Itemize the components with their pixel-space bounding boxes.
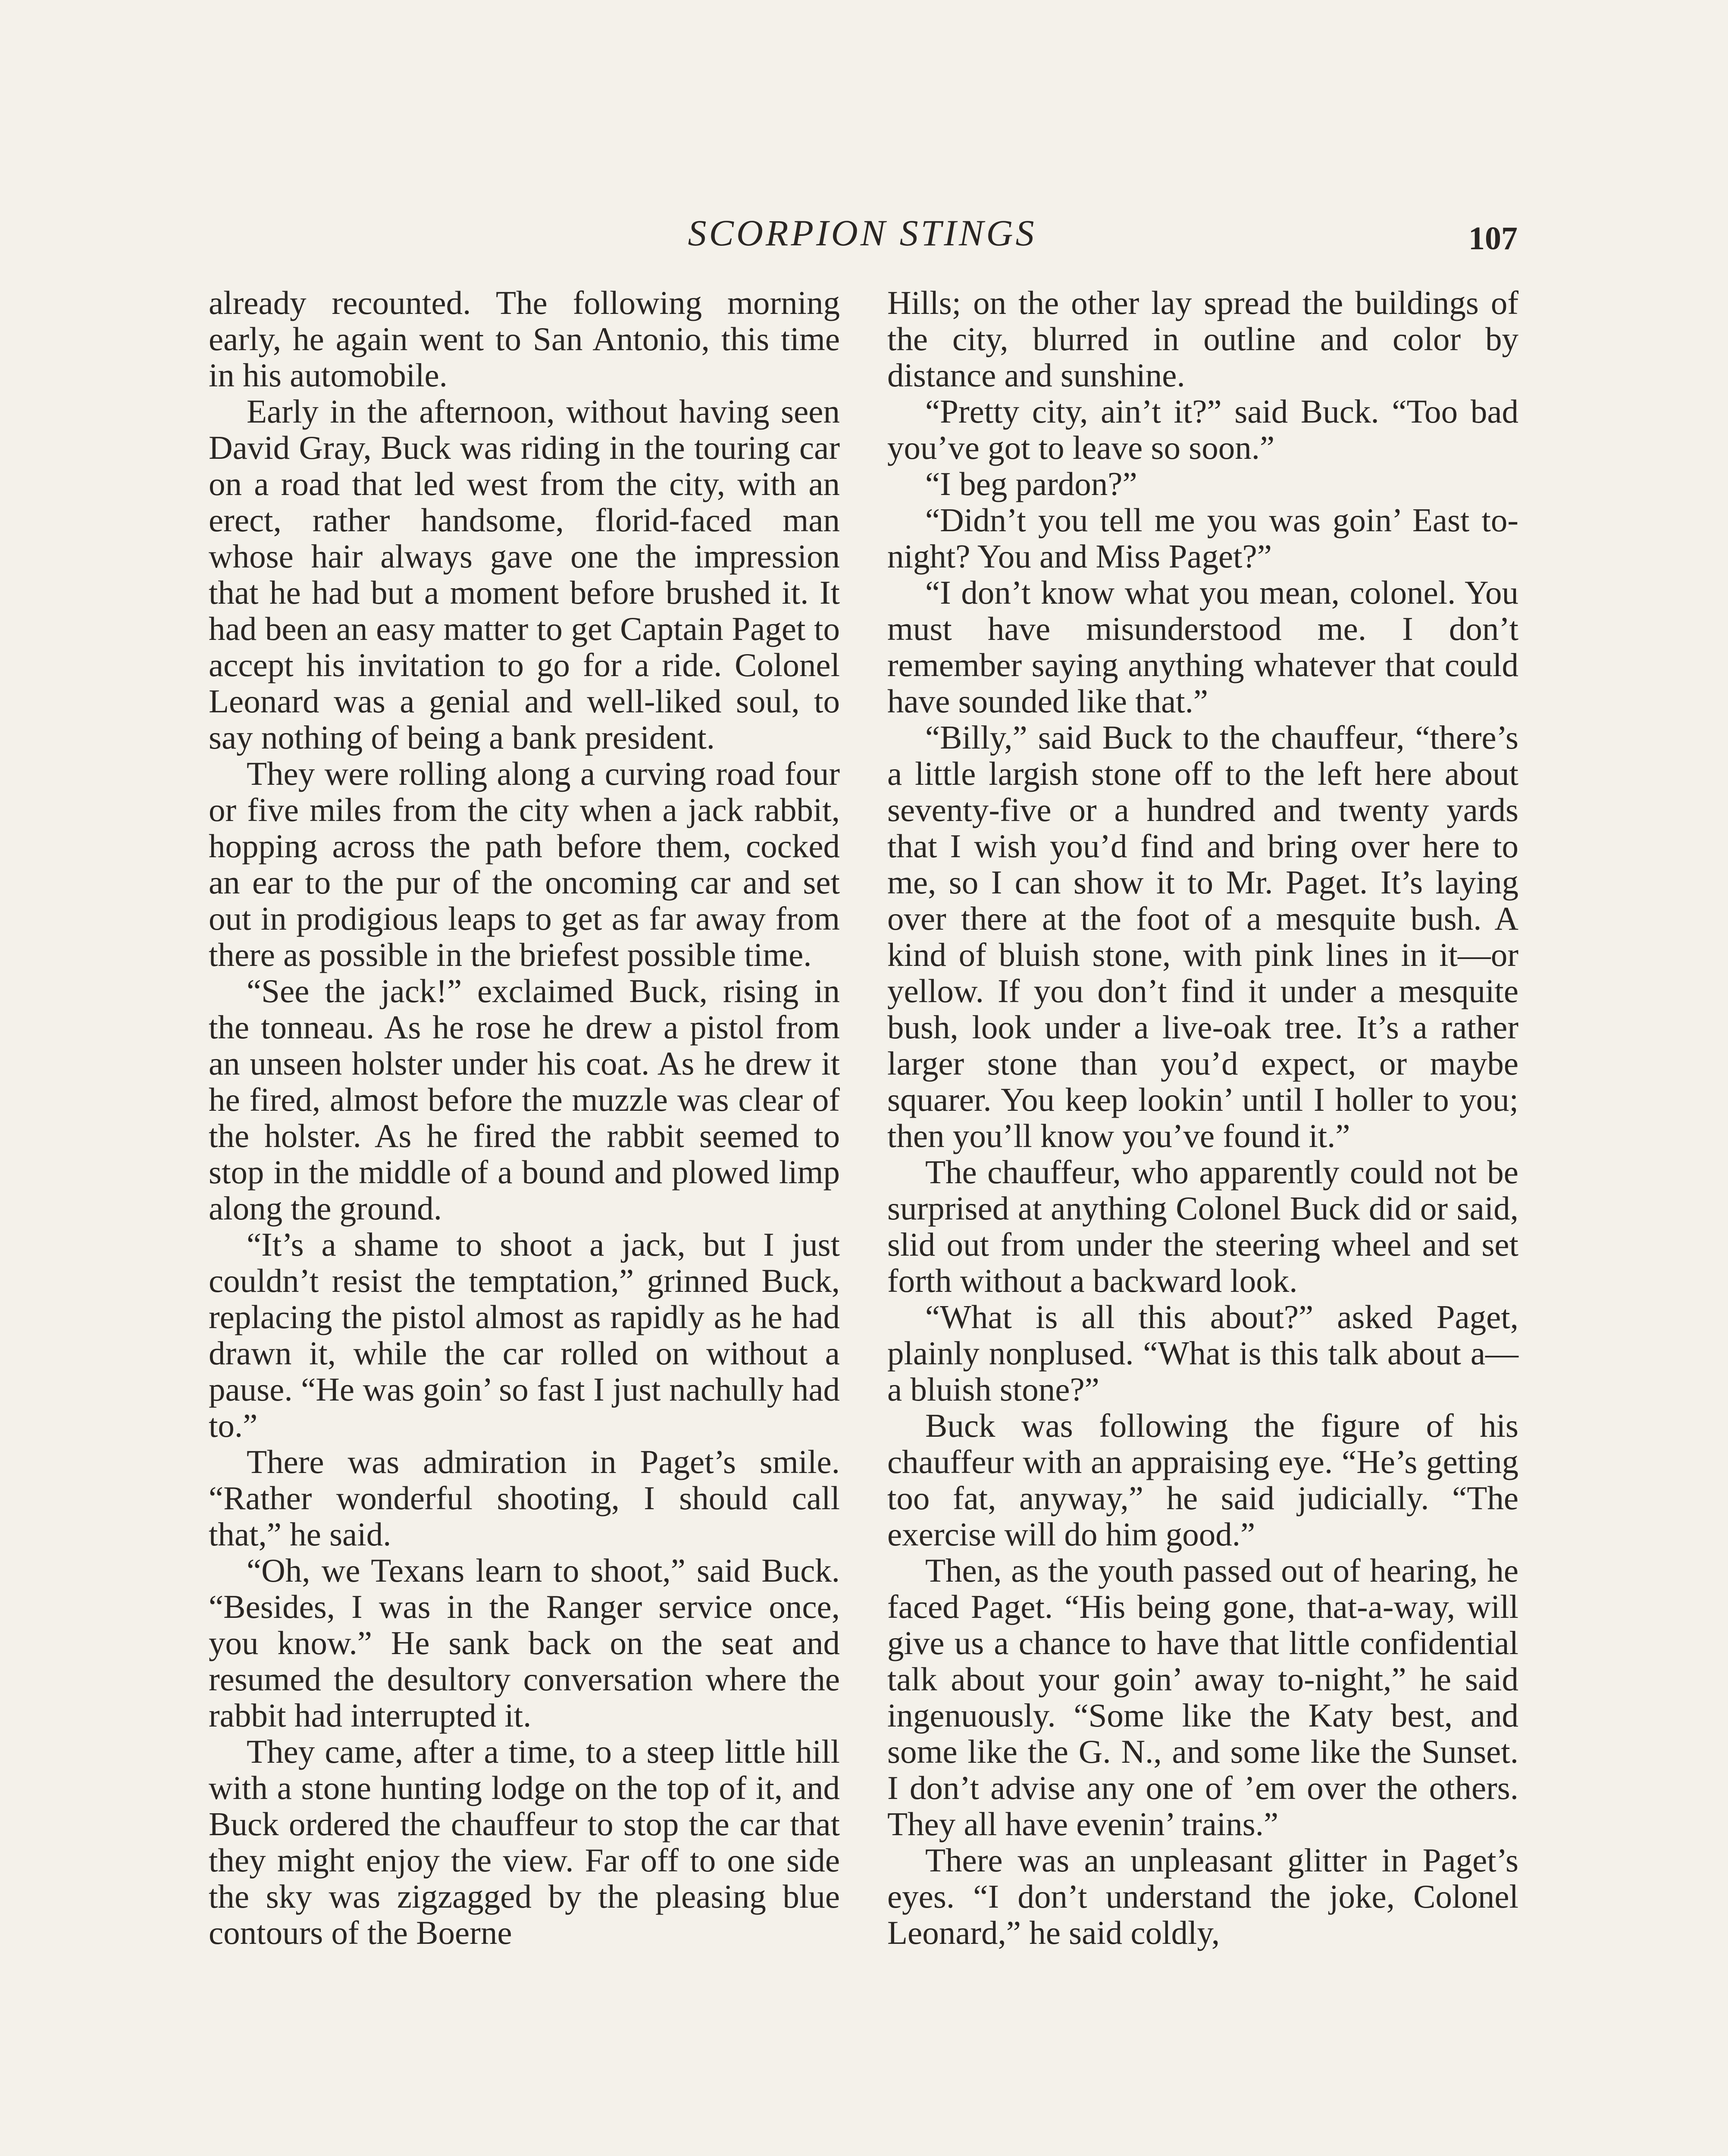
running-head bbox=[207, 203, 1518, 267]
paragraph: They came, after a time, to a steep little hill with a stone hunting lodge on the top of it, and Buck ordered the chauffeur to stop the car that they might enjoy the view. Far off to one side the sky was zigzagged by the pleasing blue contours of the Boerne bbox=[209, 1733, 840, 1951]
paragraph: Buck was following the figure of his chauffeur with an appraising eye. “He’s getting too fat, anyway,” he said judicially. “The exercise will do him good.” bbox=[887, 1407, 1518, 1553]
paragraph: already recounted. The following morning early, he again went to San Antonio, this time in his automobile. bbox=[209, 284, 840, 394]
right-column bbox=[887, 285, 1518, 1951]
paragraph: The chauffeur, who apparently could not be surprised at anything Colonel Buck did or said, slid out from under the steering wheel and set forth without a backward look. bbox=[887, 1153, 1518, 1299]
paragraph: “See the jack!” exclaimed Buck, rising in the tonneau. As he rose he drew a pistol from an unseen holster under his coat. As he drew it he fired, almost before the muzzle was clear of the holster. As he fired the rabbit seemed to stop in the middle of a bound and plowed limp along the ground. bbox=[209, 972, 840, 1227]
page-number: 107 bbox=[1468, 220, 1518, 257]
paragraph: “Oh, we Texans learn to shoot,” said Buck. “Besides, I was in the Ranger service once, you know.” He sank back on the seat and resumed the desultory conversation where the rabbit had interrupted it. bbox=[209, 1552, 840, 1734]
paragraph: There was an unpleasant glitter in Paget’s eyes. “I don’t understand the joke, Colonel Leonard,” he said coldly, bbox=[887, 1842, 1518, 1951]
paragraph: “Pretty city, ain’t it?” said Buck. “Too bad you’ve got to leave so soon.” bbox=[887, 393, 1518, 466]
paragraph: “What is all this about?” asked Paget, plainly nonplused. “What is this talk about a—a bluish stone?” bbox=[887, 1298, 1518, 1408]
paragraph: Then, as the youth passed out of hearing, he faced Paget. “His being gone, that-a-way, will give us a chance to have that little confidential talk about your goin’ away to-night,” he said ingenuously. “Some like the Katy best, and some like the G. N., and some like the Sunset. I don’t advise any one of ’em over the others. They all have evenin’ trains.” bbox=[887, 1552, 1518, 1843]
paragraph: “I don’t know what you mean, colonel. You must have misunderstood me. I don’t remember saying anything whatever that could have sounded like that.” bbox=[887, 574, 1518, 720]
paragraph: “Billy,” said Buck to the chauffeur, “there’s a little largish stone off to the left here about seventy-five or a hundred and twenty yards that I wish you’d find and bring over here to me, so I can show it to Mr. Paget. It’s laying over there at the foot of a mesquite bush. A kind of bluish stone, with pink lines in it—or yellow. If you don’t find it under a mesquite bush, look under a live-oak tree. It’s a rather larger stone than you’d expect, or maybe squarer. You keep lookin’ until I holler to you; then you’ll know you’ve found it.” bbox=[887, 719, 1518, 1154]
paragraph: Hills; on the other lay spread the buildings of the city, blurred in outline and color by distance and sunshine. bbox=[887, 284, 1518, 394]
paragraph: “I beg pardon?” bbox=[925, 465, 1137, 502]
paragraph: There was admiration in Paget’s smile. “Rather wonderful shooting, I should call that,” he said. bbox=[209, 1443, 840, 1553]
paragraph: “It’s a shame to shoot a jack, but I just couldn’t resist the temptation,” grinned Buck, replacing the pistol almost as rapidly as he had drawn it, while the car rolled on without a pause. “He was goin’ so fast I just nachully had to.” bbox=[209, 1226, 840, 1444]
paragraph: They were rolling along a curving road four or five miles from the city when a jack rabbit, hopping across the path before them, cocked an ear to the pur of the oncoming car and set out in prodigious leaps to get as far away from there as possible in the briefest possible time. bbox=[209, 755, 840, 973]
left-column bbox=[209, 285, 840, 1951]
paragraph: “Didn’t you tell me you was goin’ East to-night? You and Miss Paget?” bbox=[887, 501, 1518, 575]
paragraph: Early in the afternoon, without having seen David Gray, Buck was riding in the touring car on a road that led west from the city, with an erect, rather handsome, florid-faced man whose hair always gave one the impression that he had but a moment before brushed it. It had been an easy matter to get Captain Paget to accept his invitation to go for a ride. Colonel Leonard was a genial and well-liked soul, to say nothing of being a bank president. bbox=[209, 393, 840, 756]
running-title: SCORPION STINGS bbox=[688, 212, 1037, 254]
